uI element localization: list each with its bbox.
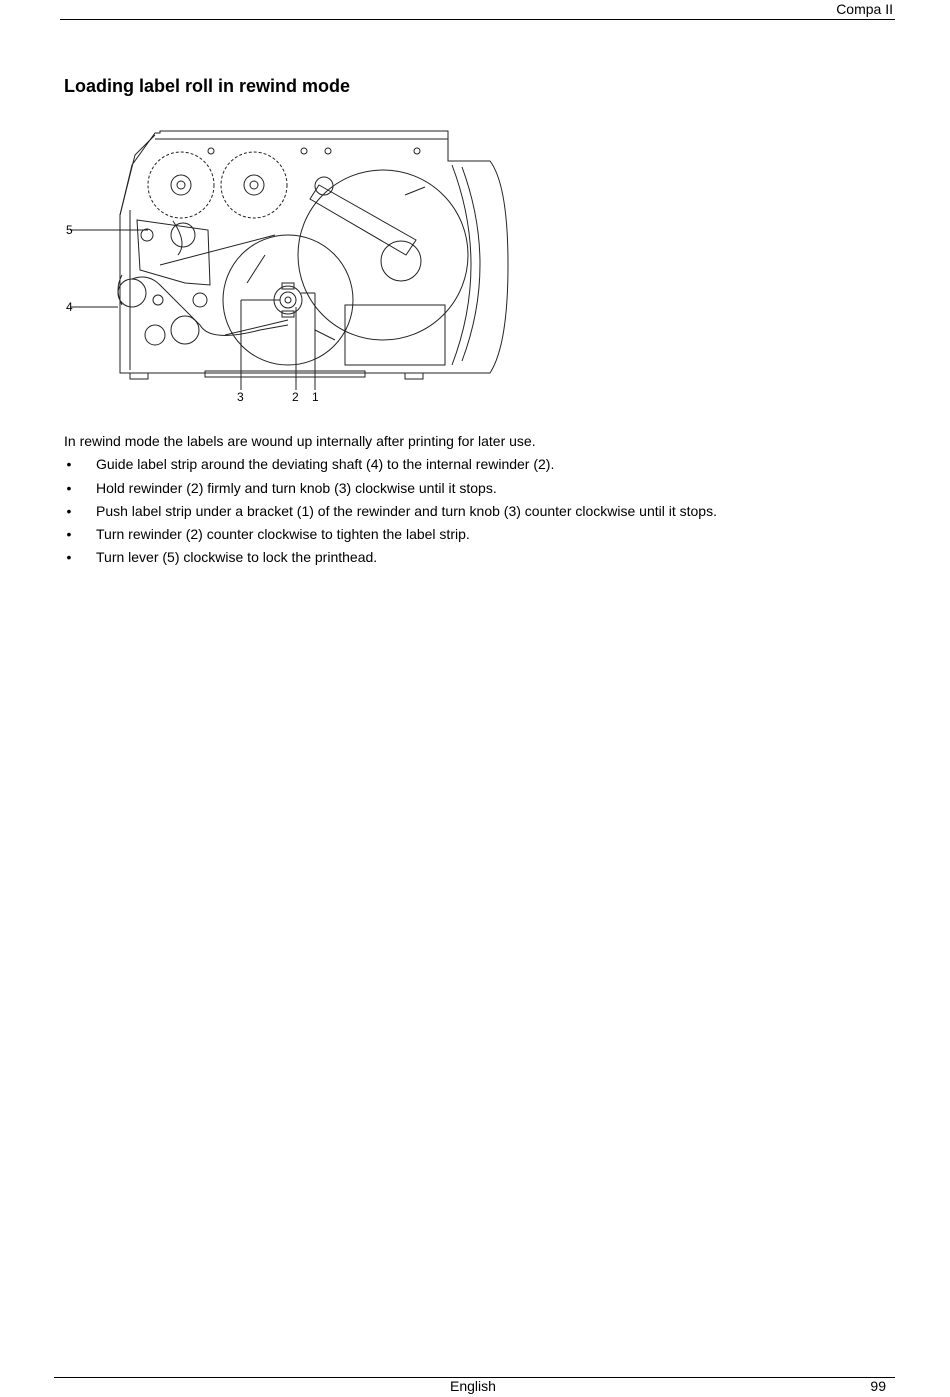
step-text: Push label strip under a bracket (1) of the rewinder and turn knob (3) counter clockwise until it stops. xyxy=(96,502,717,519)
step-text: Hold rewinder (2) firmly and turn knob (3) clockwise until it stops. xyxy=(96,479,497,496)
page-number: 99 xyxy=(870,1378,886,1394)
step-text: Turn lever (5) clockwise to lock the printhead. xyxy=(96,549,378,566)
callout-5: 5 xyxy=(66,223,73,237)
list-item xyxy=(64,477,904,500)
bullet-icon: • xyxy=(66,502,72,519)
steps-list xyxy=(64,453,904,569)
callout-1: 1 xyxy=(312,390,319,404)
callout-4: 4 xyxy=(66,300,73,314)
footer-language: English xyxy=(450,1378,496,1394)
bullet-icon: • xyxy=(66,479,72,496)
callout-2: 2 xyxy=(292,390,299,404)
callout-3: 3 xyxy=(237,390,244,404)
bullet-icon: • xyxy=(66,549,72,566)
instructions xyxy=(64,430,904,570)
step-text: Turn rewinder (2) counter clockwise to tighten the label strip. xyxy=(96,526,470,543)
list-item xyxy=(64,523,904,546)
section-title: Loading label roll in rewind mode xyxy=(64,76,351,96)
list-item xyxy=(64,546,904,569)
list-item xyxy=(64,500,904,523)
bullet-icon: • xyxy=(66,456,72,473)
list-item xyxy=(64,453,904,476)
printer-diagram xyxy=(60,125,520,410)
header-title: Compa II xyxy=(836,1,893,17)
step-text: Guide label strip around the deviating shaft (4) to the internal rewinder (2). xyxy=(96,456,555,473)
bullet-icon: • xyxy=(66,526,72,543)
intro-text: In rewind mode the labels are wound up internally after printing for later use. xyxy=(64,433,536,449)
header-rule xyxy=(60,19,895,20)
